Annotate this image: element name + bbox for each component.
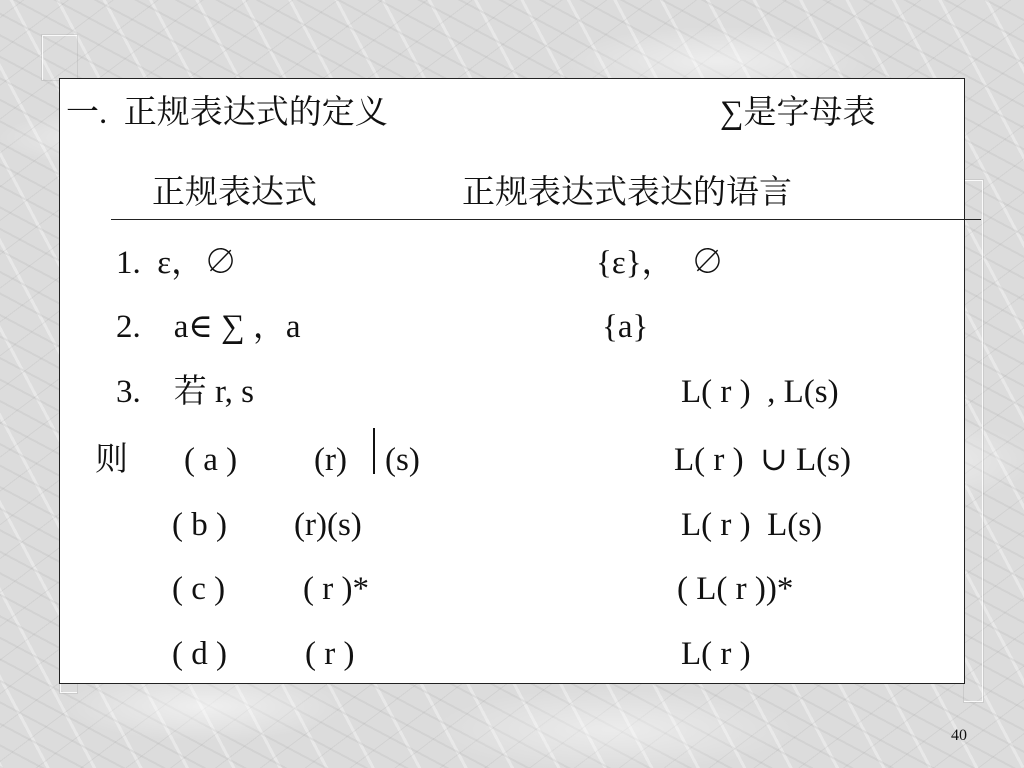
page-number: 40 [951,727,967,744]
case-b-label: ( b ) [172,507,227,543]
row-3-expression: 3. 若 r, s [116,374,255,410]
case-b-expression: (r)(s) [294,507,362,543]
case-c-label: ( c ) [172,571,226,607]
row-2-expression: 2. a∈ ∑ ，a [116,309,301,345]
row-3-language: L( r ) , L(s) [681,374,839,410]
slide-title: 一. 正规表达式的定义 [66,95,388,131]
case-a-expression-right: (s) [385,442,420,478]
header-divider [111,219,981,220]
case-d-language: L( r ) [681,636,751,672]
case-a-language: L( r ) ∪ L(s) [674,442,852,478]
row-2-language: {a} [602,309,649,345]
case-c-language: ( L( r ))* [677,571,794,607]
case-a-expression-left: (r) [314,442,347,478]
case-d-label: ( d ) [172,636,227,672]
decorative-frame-right [964,180,983,702]
case-c-expression: ( r )* [303,571,369,607]
decorative-frame-bottom-left [60,684,77,693]
row-1-expression: 1. ε，∅ [116,245,238,281]
row-1-language: {ε}， ∅ [596,245,725,281]
alternation-bar [373,428,375,474]
decorative-frame-top-left [42,35,77,80]
case-a-label: ( a ) [184,442,238,478]
case-d-expression: ( r ) [305,636,355,672]
alphabet-note: ∑是字母表 [720,95,876,131]
header-language: 正规表达式表达的语言 [462,175,792,211]
then-label: 则 [95,442,128,478]
header-expression: 正规表达式 [152,175,317,211]
case-b-language: L( r ) L(s) [681,507,823,543]
